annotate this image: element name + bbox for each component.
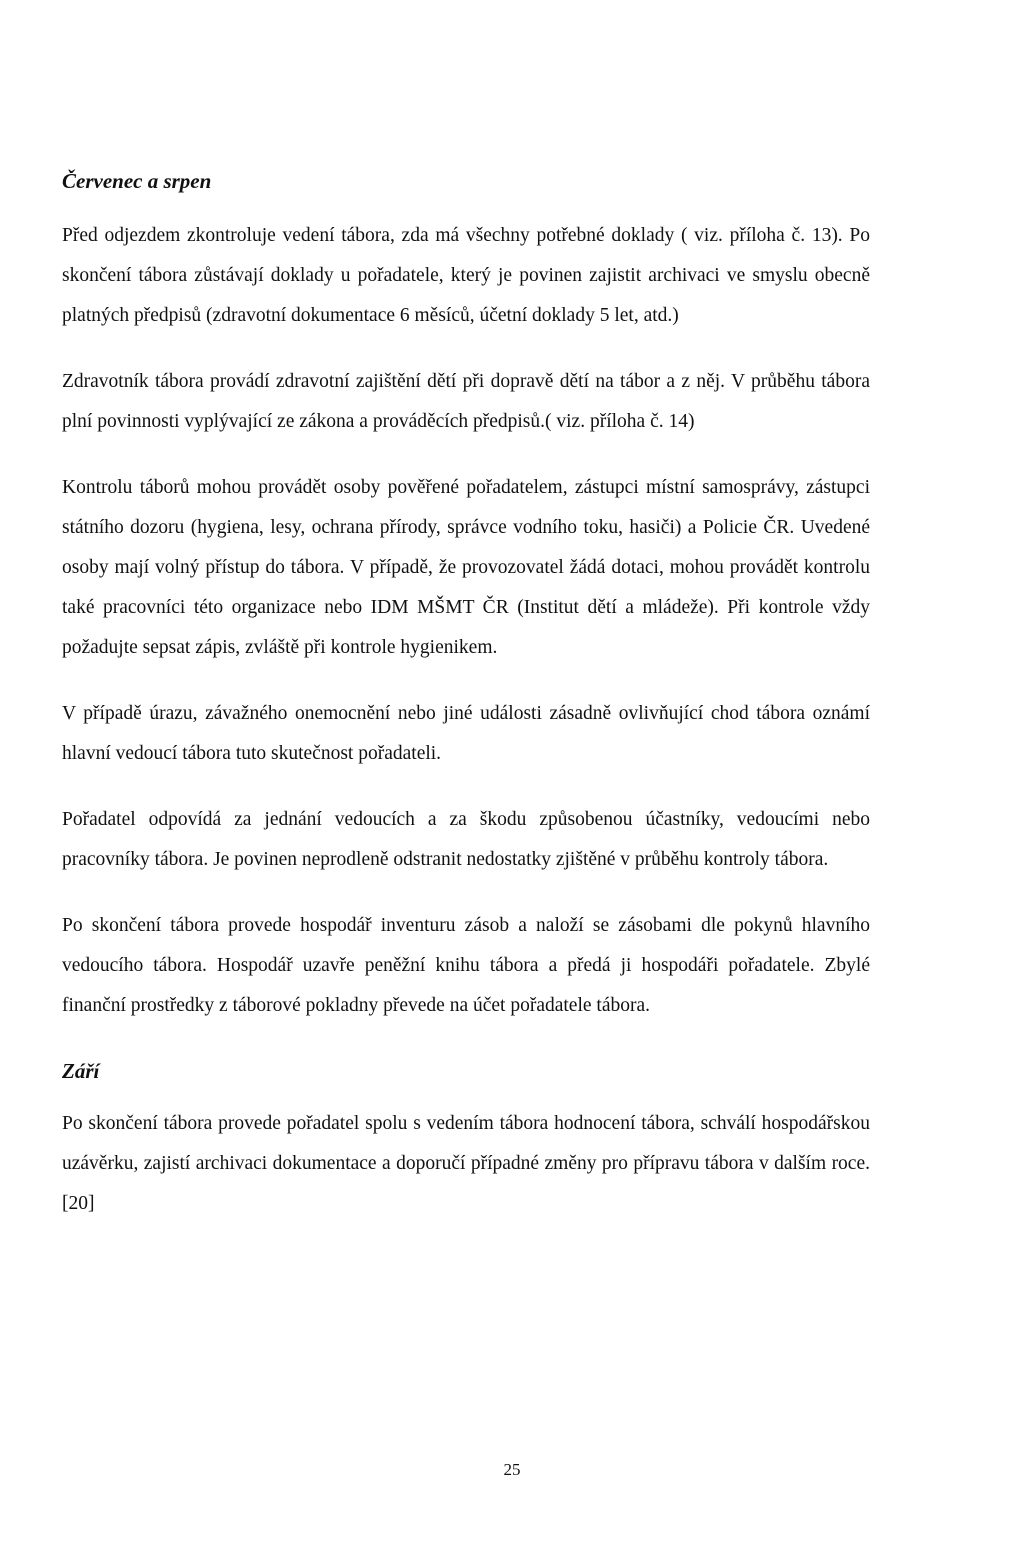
paragraph-camp-inspection: Kontrolu táborů mohou provádět osoby pověřené pořadatelem, zástupci místní samosprávy, zástupci státního dozoru (hygiena, lesy, ochrana přírody, správce vodního toku, hasiči) a Policie ČR. Uvedené osoby mají volný přístup do tábora. V případě, že provozovatel žádá dotaci, mohou provádět kontrolu také pracovníci této organizace nebo IDM MŠMT ČR (Institut dětí a mládeže). Při kontrole vždy požadujte sepsat zápis, zvláště při kontrole hygienikem. <box>62 477 870 658</box>
paragraph-evaluation: Po skončení tábora provede pořadatel spolu s vedením tábora hodnocení tábora, schválí hospodářskou uzávěrku, zajistí archivaci dokumentace a doporučí případné změny pro přípravu tábora v dalším roce. [20] <box>62 1113 870 1214</box>
paragraph-inventory: Po skončení tábora provede hospodář inventuru zásob a naloží se zásobami dle pokynů hlavního vedoucího tábora. Hospodář uzavře peněžní knihu tábora a předá ji hospodáři pořadatele. Zbylé finanční prostředky z táborové pokladny převede na účet pořadatele tábora. <box>62 915 870 1016</box>
paragraph-departure-check: Před odjezdem zkontroluje vedení tábora, zda má všechny potřebné doklady ( viz. příloha č. 13). Po skončení tábora zůstávají doklady u pořadatele, který je povinen zajistit archivaci ve smyslu obecně platných předpisů (zdravotní dokumentace 6 měsíců, účetní doklady 5 let, atd.) <box>62 225 870 326</box>
section-title-zari: Září <box>62 1059 100 1083</box>
document-page <box>62 162 870 1250</box>
section-title-cervenec-srpen: Červenec a srpen <box>62 169 212 193</box>
paragraph-organizer-liability: Pořadatel odpovídá za jednání vedoucích a za škodu způsobenou účastníky, vedoucími nebo pracovníky tábora. Je povinen neprodleně odstranit nedostatky zjištěné v průběhu kontroly tábora. <box>62 809 870 870</box>
paragraph-injury-report: V případě úrazu, závažného onemocnění nebo jiné události zásadně ovlivňující chod tábora oznámí hlavní vedoucí tábora tuto skutečnost pořadateli. <box>62 703 870 764</box>
page-number: 25 <box>503 1460 521 1479</box>
paragraph-medic-duties: Zdravotník tábora provádí zdravotní zajištění dětí při dopravě dětí na tábor a z něj. V průběhu tábora plní povinnosti vyplývající ze zákona a prováděcích předpisů.( viz. příloha č. 14) <box>62 371 870 432</box>
